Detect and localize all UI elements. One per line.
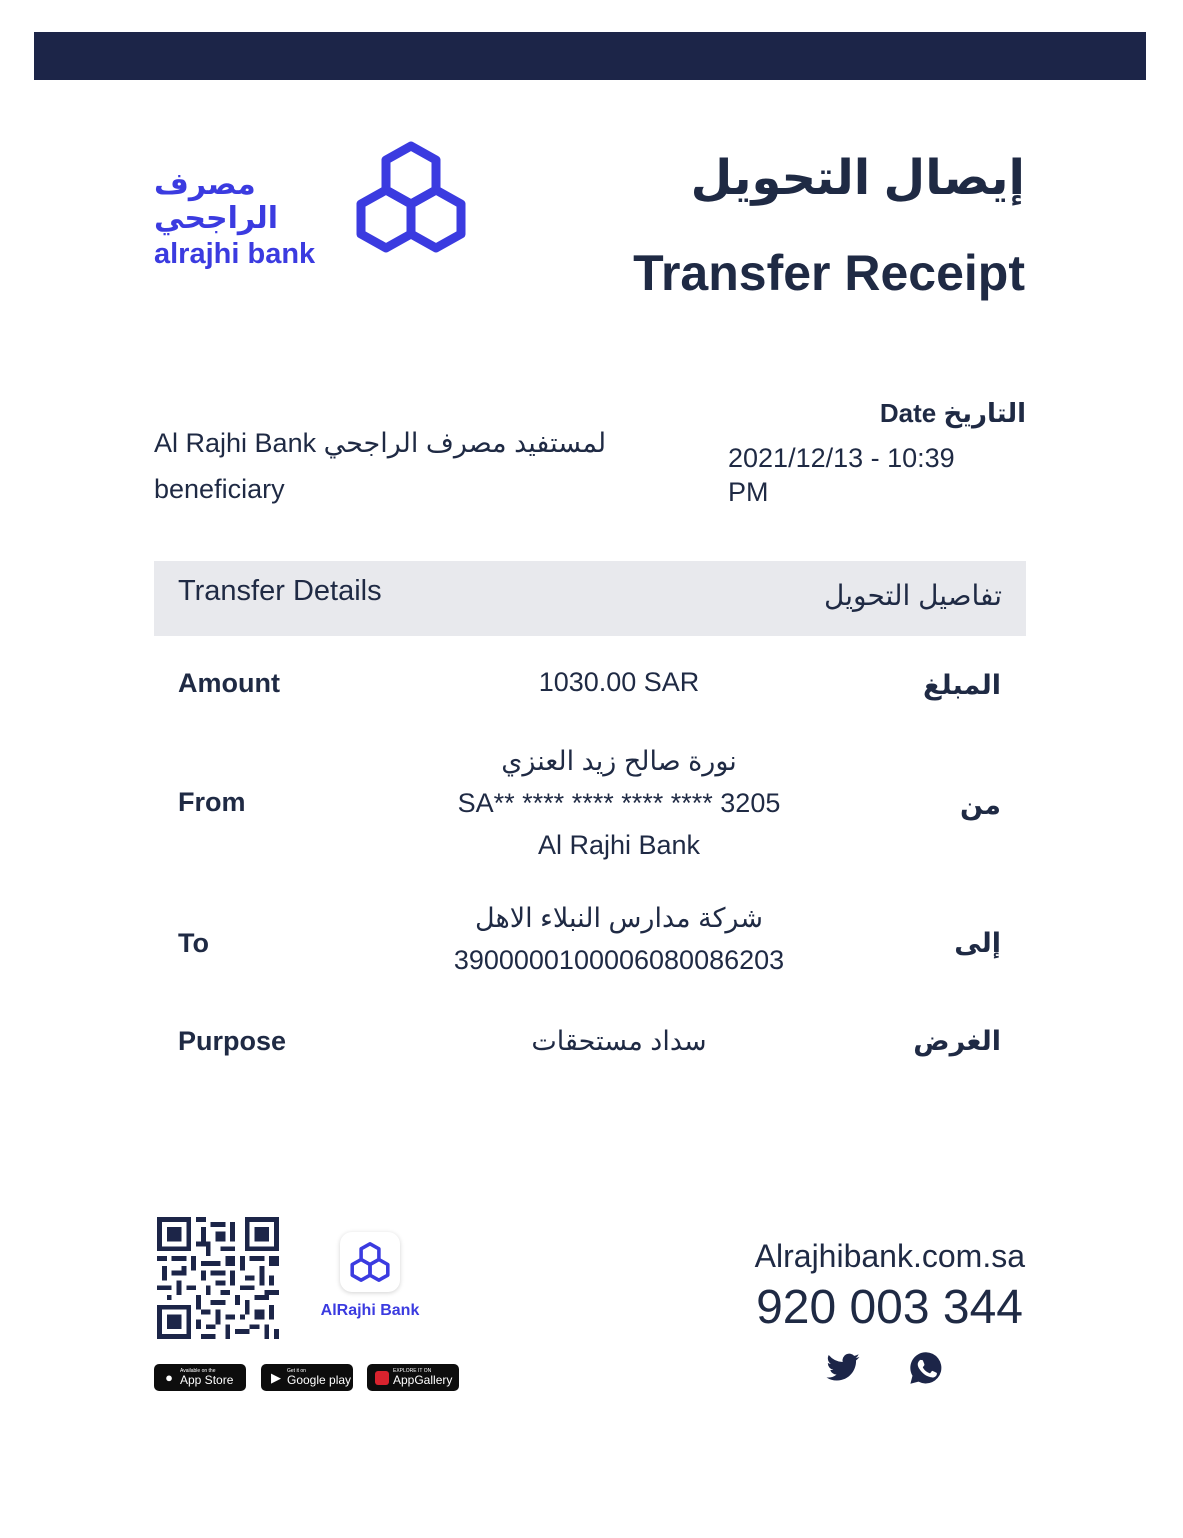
website-link[interactable]: Alrajhibank.com.sa [754,1238,1025,1274]
transfer-details-header [154,561,1026,636]
date-label: Date التاريخ [879,398,1026,428]
date-value [728,441,1026,509]
google-play-icon: ▶ [271,1369,281,1385]
app-store-badge[interactable] [154,1364,246,1391]
date-value-line-2: PM [728,477,769,507]
amount-value-line: 1030.00 SAR [538,667,700,697]
apple-icon: ● [165,1370,173,1385]
receipt-title: Transfer Receipt [633,245,1025,301]
purpose-label: Purpose [178,1026,287,1056]
transfer-details-title: Transfer Details [178,575,382,607]
to-label-arabic: إلى [954,928,1001,958]
bank-logo-small-icon [349,1241,391,1283]
google-play-label: Google play [287,1373,352,1387]
qr-code [157,1217,279,1339]
purpose-value [380,1020,858,1062]
to-value [380,897,858,981]
app-gallery-badge[interactable] [367,1364,459,1391]
recipient-account: 3900000100006080086203 [453,945,785,975]
twitter-icon[interactable] [825,1350,861,1386]
app-name: AlRajhi Bank [320,1302,420,1319]
app-store-label: App Store [180,1373,234,1387]
purpose-label-arabic: الغرض [913,1026,1001,1056]
from-label-arabic: من [959,790,1001,820]
amount-value [380,661,858,703]
amount-label: Amount [178,668,280,698]
recipient-name: شركة مدارس النبلاء الاهل [475,903,763,933]
google-play-small-text: Get it on [287,1368,306,1374]
bank-name-english: alrajhi bank [154,238,316,270]
bank-logo-text [154,168,334,270]
date-block [728,398,1026,509]
sender-name: نورة صالح زيد العنزي [501,746,737,776]
sender-bank: Al Rajhi Bank [537,830,701,860]
from-label: From [178,787,246,817]
huawei-icon [371,1370,393,1386]
app-icon[interactable] [340,1232,400,1292]
bank-name-arabic: مصرف الراجحي [154,168,279,235]
beneficiary-line-1: Al Rajhi Bank لمستفيد مصرف الراجحي [154,428,607,458]
phone-number[interactable]: 920 003 344 [756,1281,1023,1334]
amount-label-arabic: المبلغ [923,670,1001,700]
beneficiary-line-2: beneficiary [154,474,285,504]
bank-logo-icon [352,140,470,254]
purpose-text: سداد مستحقات [531,1026,707,1056]
to-label: To [178,928,209,958]
whatsapp-icon[interactable] [908,1350,944,1386]
receipt-title-arabic: إيصال التحويل [690,152,1025,205]
date-value-line-1: 2021/12/13 - 10:39 [728,443,955,473]
top-bar [34,32,1146,80]
app-store-small-text: Available on the [180,1368,216,1374]
sender-iban: SA** **** **** **** **** 3205 [457,788,781,818]
app-gallery-label: AppGallery [393,1373,453,1387]
app-gallery-small-text: EXPLORE IT ON [393,1368,432,1374]
transfer-details-title-arabic: تفاصيل التحويل [824,580,1002,611]
google-play-badge[interactable] [261,1364,353,1391]
beneficiary-note [154,420,624,512]
from-value [380,740,858,866]
